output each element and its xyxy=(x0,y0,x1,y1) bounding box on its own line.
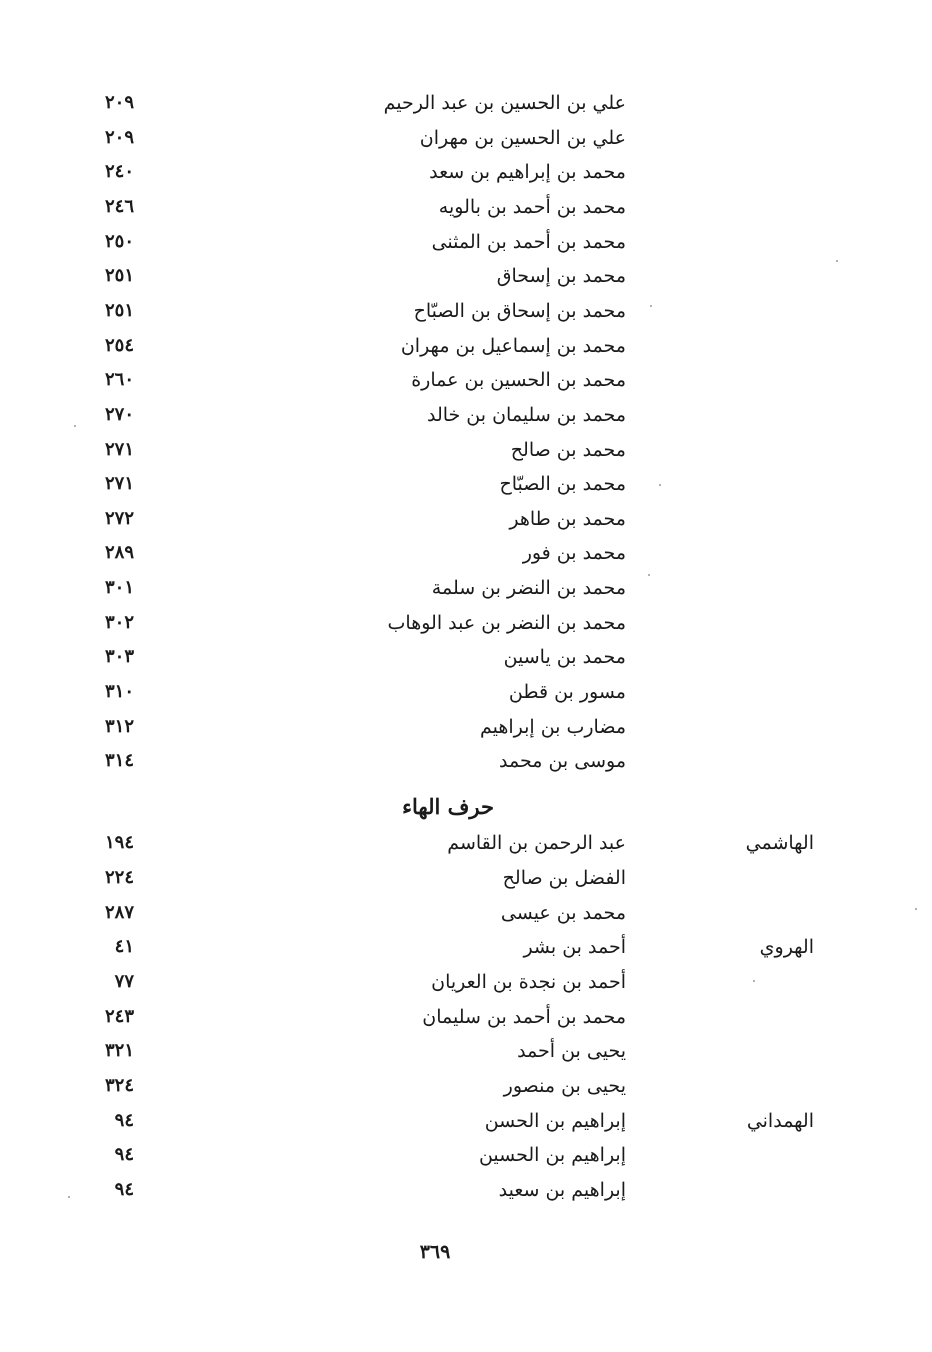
entry-name: الفضل بن صالح xyxy=(502,867,626,889)
entry-page: ٣١٠ xyxy=(104,681,134,702)
entry-name: موسى بن محمد xyxy=(499,750,626,772)
entry-name: محمد بن إسحاق xyxy=(496,265,626,287)
entry-page: ٢٢٤ xyxy=(104,867,134,888)
index-entry xyxy=(0,1069,932,1103)
entry-page: ٢٥٠ xyxy=(104,231,134,252)
entry-name: مضارب بن إبراهيم xyxy=(479,716,626,738)
entry-name: أحمد بن بشر xyxy=(523,936,626,958)
entry-page: ٤١ xyxy=(114,936,134,957)
entry-page: ٢٠٩ xyxy=(104,127,134,148)
scan-speck xyxy=(915,908,917,910)
section-heading: حرف الهاء xyxy=(402,794,494,819)
entry-name: محمد بن عيسى xyxy=(500,902,626,924)
entry-name: محمد بن صالح xyxy=(510,439,626,461)
entry-page: ٢٠٩ xyxy=(104,92,134,113)
index-entry xyxy=(0,826,932,860)
index-entry xyxy=(0,86,932,120)
index-entry xyxy=(0,329,932,363)
entry-page: ٢٧٠ xyxy=(104,404,134,425)
entry-page: ١٩٤ xyxy=(104,832,134,853)
index-entry xyxy=(0,965,932,999)
scan-speck xyxy=(74,425,76,427)
entry-page: ٢٦٠ xyxy=(104,369,134,390)
entry-page: ٢٤٠ xyxy=(104,161,134,182)
entry-name: محمد بن أحمد بن المثنى xyxy=(431,231,626,253)
index-entry xyxy=(0,744,932,778)
index-entry xyxy=(0,294,932,328)
index-entry xyxy=(0,363,932,397)
entry-page: ٢٥٤ xyxy=(104,335,134,356)
entry-name: محمد بن فور xyxy=(522,542,626,564)
index-entry xyxy=(0,896,932,930)
index-entry xyxy=(0,1104,932,1138)
entry-page: ٢٧١ xyxy=(104,473,134,494)
entry-name: محمد بن أحمد بن بالويه xyxy=(438,196,626,218)
entry-page: ٢٨٩ xyxy=(104,542,134,563)
index-entry xyxy=(0,433,932,467)
entry-page: ٣١٤ xyxy=(104,750,134,771)
index-entry xyxy=(0,536,932,570)
entry-page: ٣١٢ xyxy=(104,716,134,737)
index-entry xyxy=(0,225,932,259)
scan-speck xyxy=(648,574,650,576)
index-entry xyxy=(0,398,932,432)
index-entry xyxy=(0,571,932,605)
entry-name: محمد بن إسماعيل بن مهران xyxy=(400,335,626,357)
entry-page: ٣٠١ xyxy=(104,577,134,598)
scan-speck xyxy=(68,1196,70,1198)
page-number: ٣٦٩ xyxy=(419,1241,451,1263)
entry-name: يحيى بن منصور xyxy=(503,1075,626,1097)
entry-page: ٧٧ xyxy=(114,971,134,992)
entry-name: محمد بن طاهر xyxy=(509,508,626,530)
entry-page: ٣٢٤ xyxy=(104,1075,134,1096)
scan-speck xyxy=(659,484,661,486)
entry-name: محمد بن الحسين بن عمارة xyxy=(411,369,626,391)
entry-page: ٢٧٢ xyxy=(104,508,134,529)
entry-page: ٩٤ xyxy=(114,1179,134,1200)
index-entry xyxy=(0,710,932,744)
index-entry xyxy=(0,1034,932,1068)
entry-name: مسور بن قطن xyxy=(508,681,626,703)
entry-name: محمد بن إسحاق بن الصبّاح xyxy=(413,300,626,322)
index-entry xyxy=(0,502,932,536)
entry-nisba: الهروي xyxy=(759,936,814,958)
entry-page: ٢٤٦ xyxy=(104,196,134,217)
index-entry xyxy=(0,1000,932,1034)
entry-name: إبراهيم بن الحسين xyxy=(478,1144,626,1166)
entry-name: عبد الرحمن بن القاسم xyxy=(447,832,626,854)
index-entry xyxy=(0,930,932,964)
entry-name: إبراهيم بن سعيد xyxy=(498,1179,626,1201)
entry-page: ٢٥١ xyxy=(104,265,134,286)
entry-page: ٣٢١ xyxy=(104,1040,134,1061)
entry-name: محمد بن إبراهيم بن سعد xyxy=(429,161,626,183)
index-entry xyxy=(0,675,932,709)
index-entry xyxy=(0,155,932,189)
entry-name: إبراهيم بن الحسن xyxy=(484,1110,626,1132)
entry-name: علي بن الحسين بن عبد الرحيم xyxy=(383,92,626,114)
scan-speck xyxy=(650,305,652,307)
entry-page: ٣٠٣ xyxy=(104,646,134,667)
entry-name: علي بن الحسين بن مهران xyxy=(419,127,626,149)
entry-name: محمد بن النضر بن عبد الوهاب xyxy=(387,612,626,634)
entry-nisba: الهاشمي xyxy=(745,832,814,854)
entry-name: أحمد بن نجدة بن العريان xyxy=(431,971,626,993)
index-entry xyxy=(0,190,932,224)
entry-name: محمد بن النضر بن سلمة xyxy=(431,577,626,599)
entry-name: محمد بن أحمد بن سليمان xyxy=(422,1006,626,1028)
index-entry xyxy=(0,121,932,155)
entry-nisba: الهمداني xyxy=(746,1110,814,1132)
entry-page: ٣٠٢ xyxy=(104,612,134,633)
entry-page: ٢٨٧ xyxy=(104,902,134,923)
index-entry xyxy=(0,861,932,895)
entry-name: محمد بن ياسين xyxy=(503,646,626,668)
index-entry xyxy=(0,1138,932,1172)
entry-page: ٩٤ xyxy=(114,1144,134,1165)
entry-page: ٢٤٣ xyxy=(104,1006,134,1027)
scan-speck xyxy=(753,980,755,982)
index-entry xyxy=(0,606,932,640)
entry-name: محمد بن سليمان بن خالد xyxy=(426,404,626,426)
entry-page: ٢٧١ xyxy=(104,439,134,460)
entry-name: يحيى بن أحمد xyxy=(517,1040,626,1062)
index-entry xyxy=(0,640,932,674)
index-entry xyxy=(0,1173,932,1207)
entry-page: ٩٤ xyxy=(114,1110,134,1131)
index-entry xyxy=(0,259,932,293)
entry-name: محمد بن الصبّاح xyxy=(499,473,626,495)
entry-page: ٢٥١ xyxy=(104,300,134,321)
index-entry xyxy=(0,467,932,501)
scan-speck xyxy=(836,260,838,262)
